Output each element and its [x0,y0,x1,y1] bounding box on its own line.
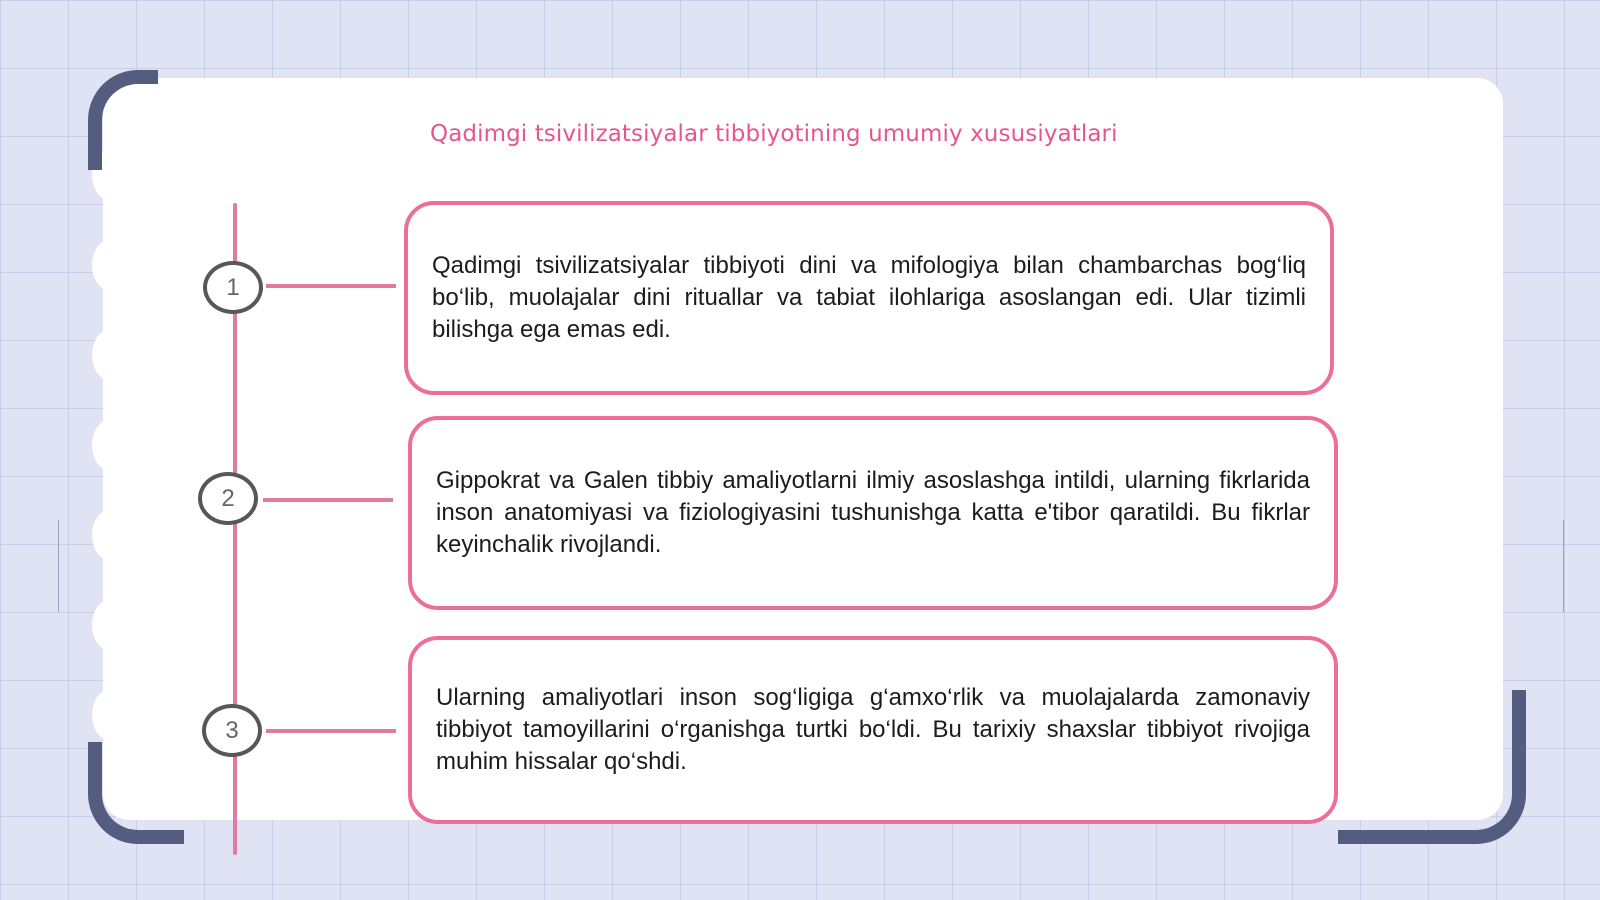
card-text: Ularning amaliyotlari inson sog‘ligiga g‘amxo‘rlik va muolajalarda zamonaviy tibbiyot tamoyillarini o‘rganishga turtki bo‘ldi. Bu tarixiy shaxslar tibbiyot rivojiga muhim hissalar qo‘shdi. [436,684,1310,775]
frame-corner-top-left [88,70,158,170]
connector-line [266,729,396,733]
card-text: Qadimgi tsivilizatsiyalar tibbiyoti dini va mifologiya bilan chambarchas bog‘liq bo‘lib, muolajalar dini rituallar va tabiat ilohlariga asoslangan edi. Ular tizimli bilishga ega emas edi. [432,252,1306,343]
decorative-tick [58,520,59,612]
step-number-badge: 1 [203,261,263,314]
scallop [92,600,126,650]
scallop [92,690,126,740]
step-number-badge: 3 [202,704,262,757]
info-card [408,636,1338,824]
decorative-tick [1563,520,1564,612]
scallop [92,240,126,290]
connector-line [266,284,396,288]
info-card [404,201,1334,395]
slide-title: Qadimgi tsivilizatsiyalar tibbiyotining umumiy xususiyatlari [430,121,1118,147]
connector-line [263,498,393,502]
step-number-badge: 2 [198,472,258,525]
info-card [408,416,1338,610]
scallop [92,510,126,560]
frame-corner-bottom-left [88,742,184,844]
scallop [92,420,126,470]
card-text: Gippokrat va Galen tibbiy amaliyotlarni ilmiy asoslashga intildi, ularning fikrlarida inson anatomiyasi va fiziologiyasini tushunishga katta e'tibor qaratildi. Bu fikrlar keyinchalik rivojlandi. [436,467,1310,558]
scallop [92,330,126,380]
frame-corner-bottom-right [1338,690,1526,844]
